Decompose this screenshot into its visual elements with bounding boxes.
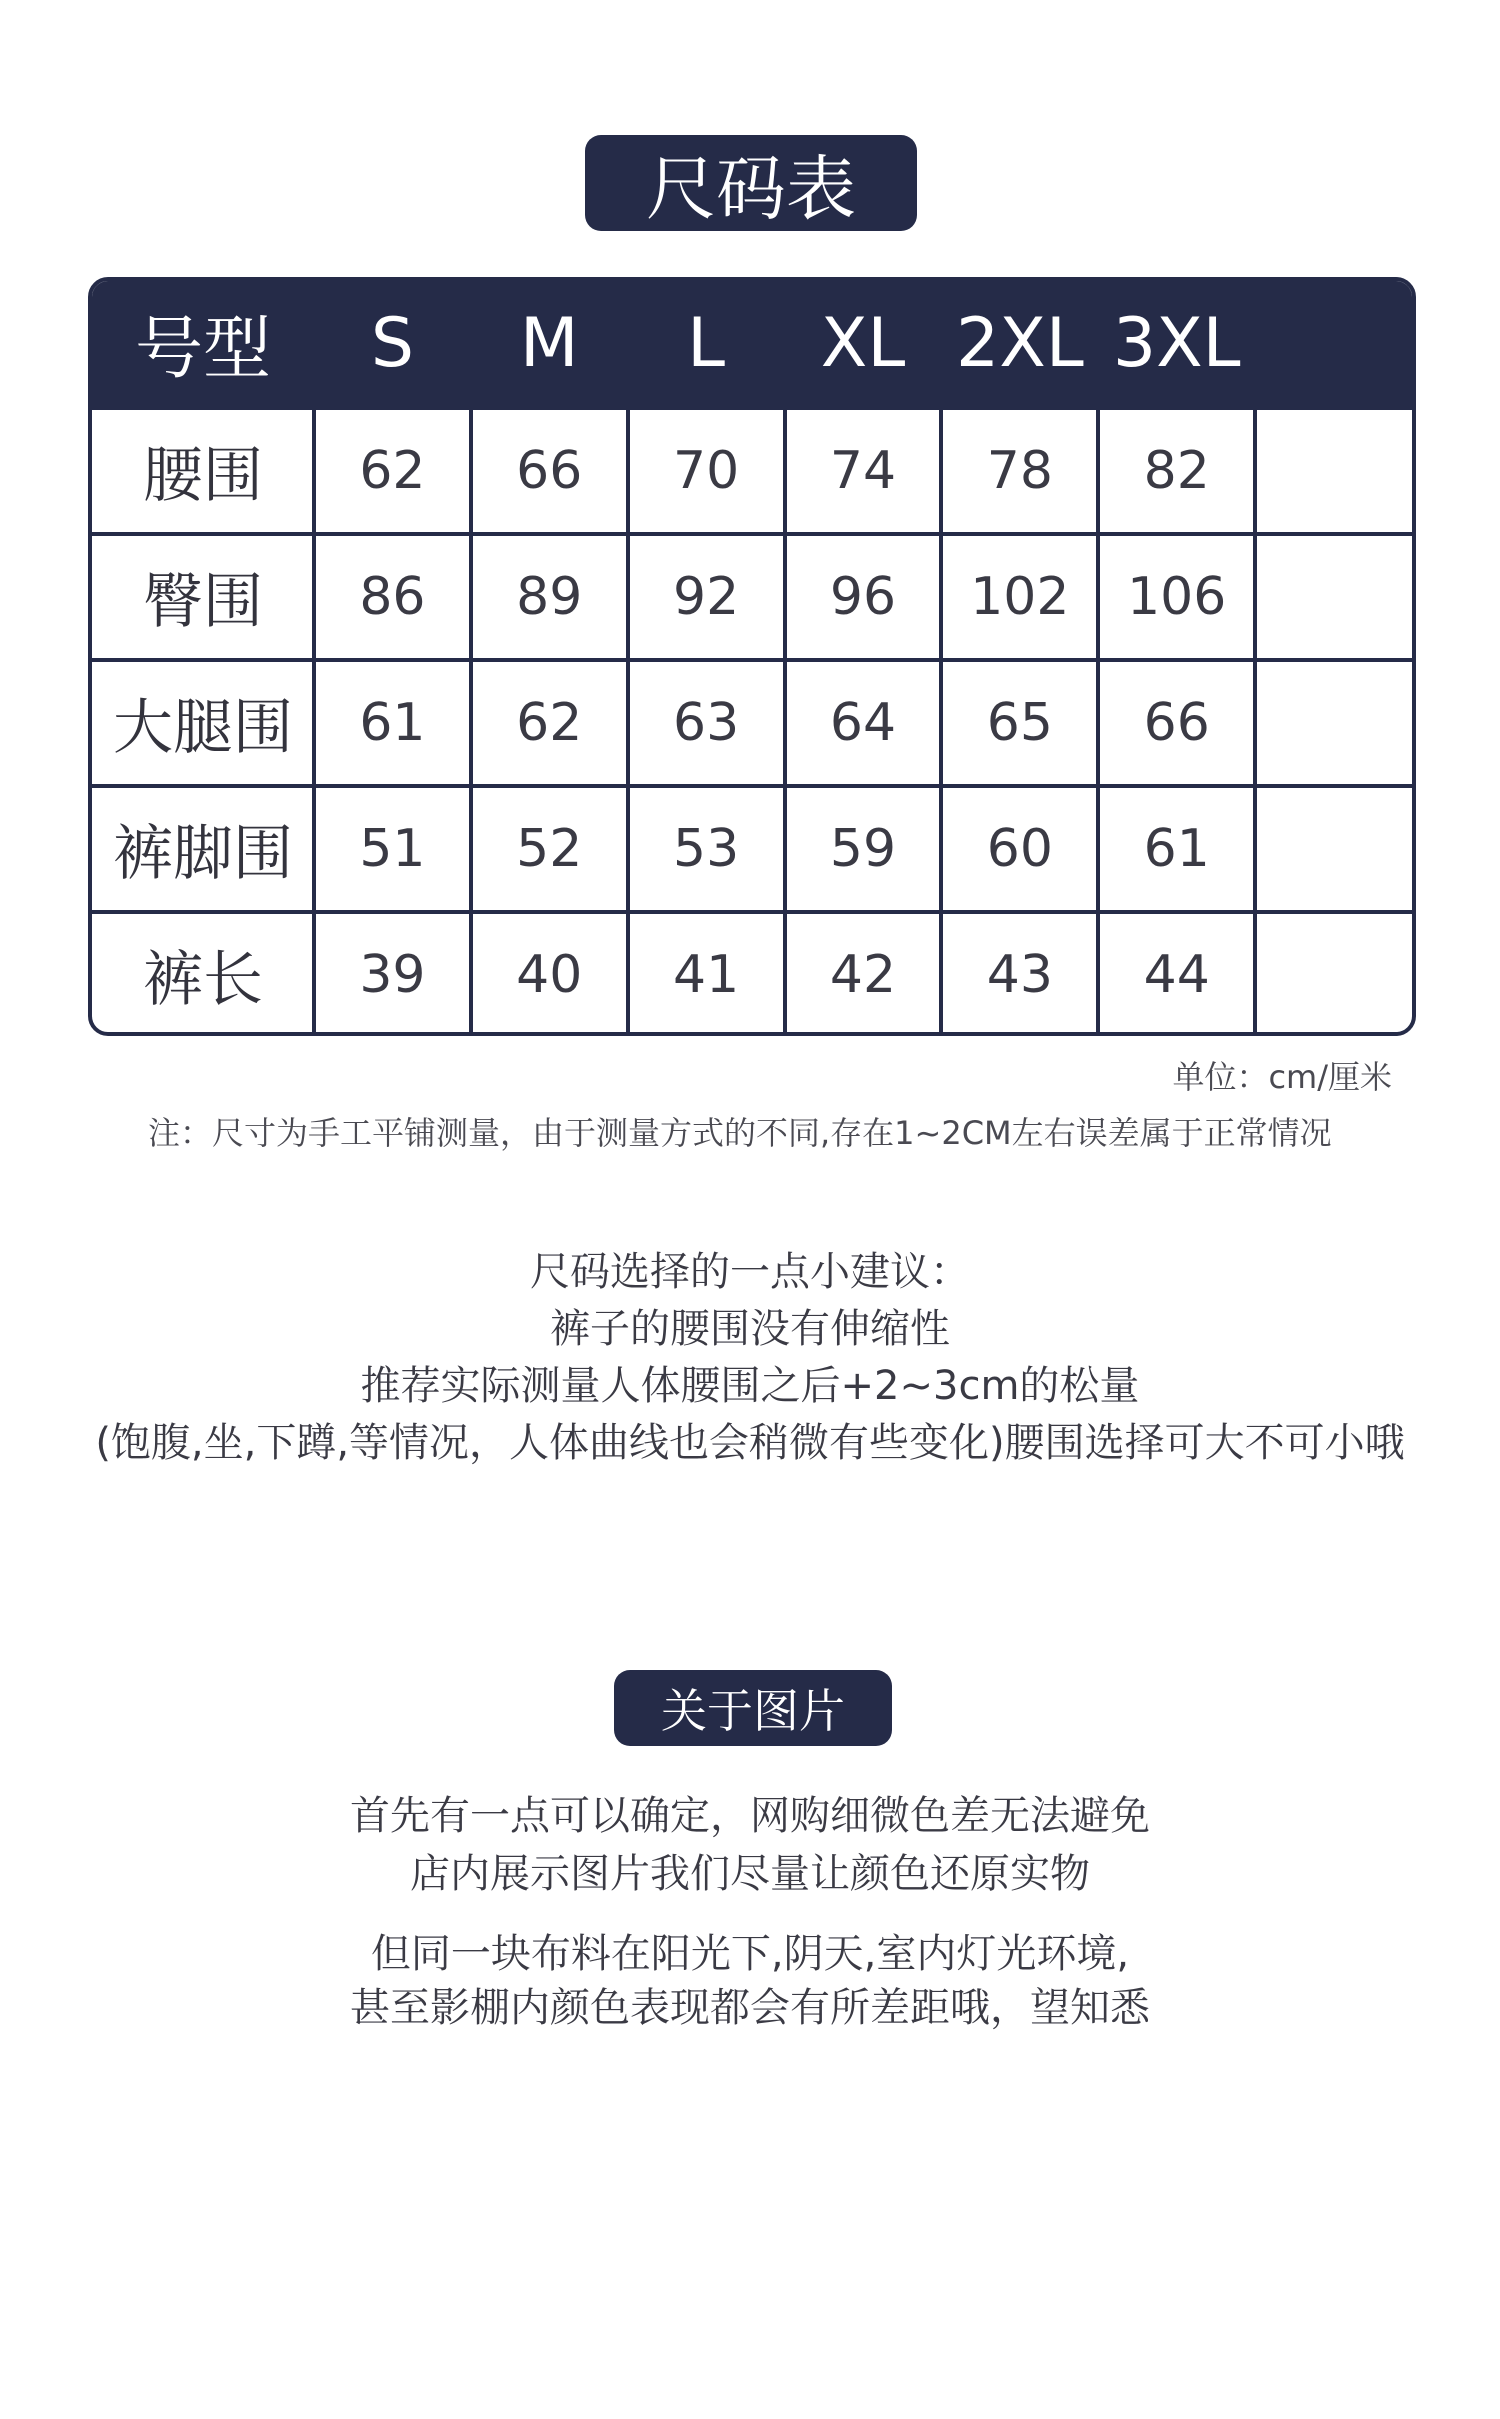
cell-2xl: 102	[970, 567, 1070, 627]
advice-line: (饱腹,坐,下蹲,等情况，人体曲线也会稍微有些变化)腰围选择可大不可小哦	[95, 1420, 1405, 1466]
photo-note-line: 首先有一点可以确定，网购细微色差无法避免	[350, 1793, 1150, 1839]
cell-empty	[1255, 914, 1412, 1036]
table-header	[92, 281, 1412, 406]
cell-m: 52	[516, 819, 583, 879]
cell-m: 66	[516, 441, 583, 501]
advice-line: 推荐实际测量人体腰围之后+2~3cm的松量	[360, 1363, 1140, 1409]
cell-m: 89	[516, 567, 583, 627]
header-cell-size-type: 号型	[134, 310, 271, 389]
row-label: 腰围	[143, 441, 263, 511]
header-cell-xl: XL	[820, 304, 906, 383]
cell-empty	[1255, 788, 1412, 910]
row-label: 裤长	[143, 945, 263, 1015]
photo-note-line: 店内展示图片我们尽量让颜色还原实物	[410, 1851, 1090, 1897]
table-row-hip	[92, 532, 1412, 658]
cell-m: 40	[516, 945, 583, 1005]
cell-s: 86	[359, 567, 426, 627]
cell-2xl: 60	[986, 819, 1053, 879]
cell-m: 62	[516, 693, 583, 753]
cell-s: 51	[359, 819, 426, 879]
cell-xl: 42	[829, 945, 897, 1005]
column-divider	[939, 406, 943, 1032]
cell-s: 61	[359, 693, 426, 753]
table-row-waist	[92, 406, 1412, 532]
photo-note-line: 但同一块布料在阳光下,阴天,室内灯光环境,	[370, 1931, 1130, 1977]
column-divider	[1253, 406, 1257, 1032]
cell-l: 63	[673, 693, 740, 753]
header-cell-2xl: 2XL	[955, 304, 1084, 383]
header-cell-empty	[1255, 281, 1412, 406]
header-cell-m: M	[519, 304, 579, 383]
table-row-leg-opening	[92, 784, 1412, 910]
column-divider	[469, 406, 473, 1032]
photo-note-line: 甚至影棚内颜色表现都会有所差距哦，望知悉	[350, 1985, 1150, 2031]
cell-xl: 74	[829, 441, 897, 501]
cell-3xl: 44	[1143, 945, 1210, 1005]
header-cell-l: L	[687, 304, 726, 383]
cell-2xl: 65	[986, 693, 1053, 753]
advice-heading: 尺码选择的一点小建议：	[530, 1249, 970, 1295]
cell-l: 92	[673, 567, 740, 627]
size-table	[88, 277, 1416, 1036]
row-label: 裤脚围	[113, 819, 293, 889]
cell-empty	[1255, 410, 1412, 532]
cell-xl: 96	[829, 567, 897, 627]
row-label: 臀围	[143, 567, 263, 637]
cell-empty	[1255, 536, 1412, 658]
unit-note: 单位：cm/厘米	[1172, 1058, 1392, 1096]
cell-l: 41	[673, 945, 740, 1005]
header-cell-3xl: 3XL	[1112, 304, 1241, 383]
cell-3xl: 106	[1127, 567, 1227, 627]
column-divider	[1096, 406, 1100, 1032]
photo-section-title: 关于图片	[614, 1670, 892, 1746]
table-row-length	[92, 910, 1412, 1036]
cell-3xl: 61	[1143, 819, 1210, 879]
cell-s: 62	[359, 441, 426, 501]
cell-3xl: 66	[1143, 693, 1210, 753]
column-divider	[312, 406, 316, 1032]
header-cell-s: S	[370, 304, 414, 383]
row-label: 大腿围	[113, 693, 293, 763]
table-row-thigh	[92, 658, 1412, 784]
column-divider	[626, 406, 630, 1032]
cell-xl: 64	[829, 693, 897, 753]
cell-xl: 59	[829, 819, 897, 879]
cell-empty	[1255, 662, 1412, 784]
cell-3xl: 82	[1143, 441, 1210, 501]
column-divider	[783, 406, 787, 1032]
cell-2xl: 78	[986, 441, 1053, 501]
cell-l: 70	[673, 441, 740, 501]
advice-line: 裤子的腰围没有伸缩性	[550, 1306, 950, 1352]
size-chart-title: 尺码表	[585, 135, 917, 231]
cell-s: 39	[359, 945, 426, 1005]
cell-2xl: 43	[986, 945, 1053, 1005]
measurement-note: 注：尺寸为手工平铺测量，由于测量方式的不同,存在1~2CM左右误差属于正常情况	[148, 1114, 1332, 1152]
cell-l: 53	[673, 819, 740, 879]
